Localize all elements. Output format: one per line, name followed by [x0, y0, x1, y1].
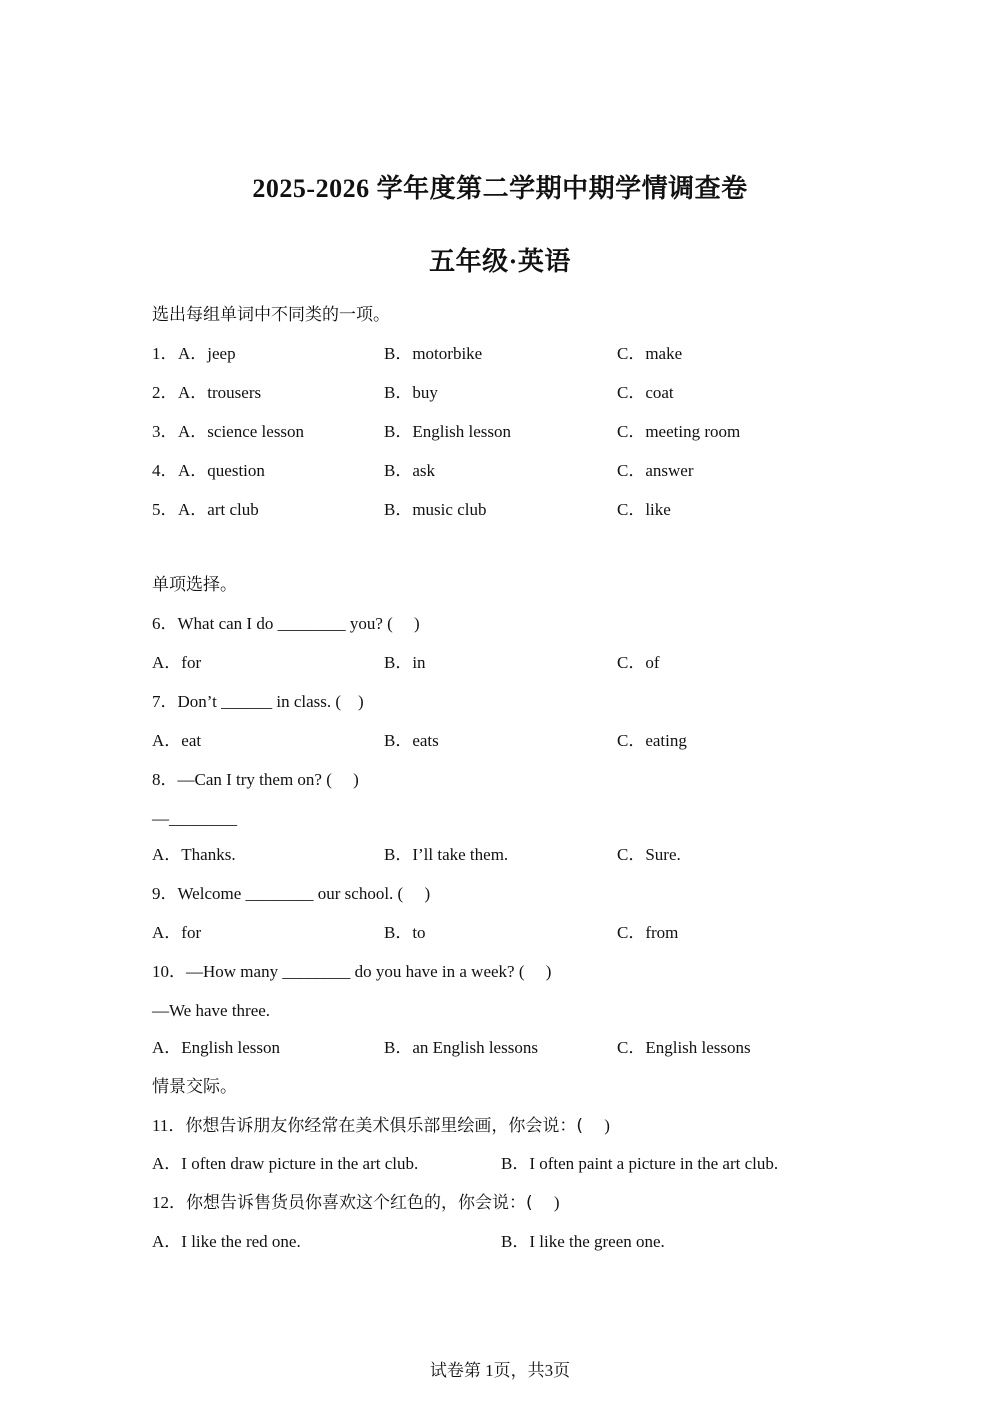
option-c: C．English lessons	[617, 1038, 751, 1057]
question-10-reply: —We have three.	[152, 1001, 271, 1020]
question-11-stem	[152, 1116, 610, 1136]
option-c: C．answer	[617, 461, 694, 480]
page-title: 2025-2026 学年度第二学期中期学情调查卷	[252, 174, 748, 203]
option-a: A．science lesson	[178, 422, 305, 441]
option-b: B．to	[384, 923, 426, 942]
section-heading-2: 单项选择。	[152, 575, 237, 595]
option-a: A．trousers	[178, 383, 262, 402]
question-number: 11．	[152, 1116, 186, 1135]
question-8-stem: 8．—Can I try them on? ( )	[152, 770, 359, 789]
option-b: B．music club	[384, 500, 487, 519]
question-number: 3．	[152, 422, 178, 441]
option-a: A．question	[178, 461, 265, 480]
option-c: C．meeting room	[617, 422, 741, 441]
question-12-stem	[152, 1193, 560, 1213]
question-number: 4．	[152, 461, 178, 480]
option-c: C．of	[617, 653, 660, 672]
question-10-stem: 10．—How many ________ do you have in a week? ( )	[152, 962, 552, 981]
question-9-stem: 9．Welcome ________ our school. ( )	[152, 884, 431, 903]
option-c: C．make	[617, 344, 683, 363]
section-heading-1: 选出每组单词中不同类的一项。	[152, 305, 390, 325]
answer-bracket: )	[583, 1116, 610, 1135]
question-6-stem: 6．What can I do ________ you? ( )	[152, 614, 420, 633]
question-text: 你想告诉朋友你经常在美术俱乐部里绘画，你会说：(	[185, 1116, 584, 1136]
option-a: A．eat	[152, 731, 202, 750]
question-number: 1．	[152, 344, 178, 363]
question-text: 你想告诉售货员你喜欢这个红色的，你会说：(	[186, 1193, 533, 1213]
option-b: B．English lesson	[384, 422, 512, 441]
option-b: B．I’ll take them.	[384, 845, 509, 864]
option-a: A．for	[152, 923, 202, 942]
question-number: 5．	[152, 500, 178, 519]
option-b: B．motorbike	[384, 344, 483, 363]
option-b: B．eats	[384, 731, 439, 750]
option-a: A．Thanks.	[152, 845, 236, 864]
option-a: A．I like the red one.	[152, 1232, 301, 1251]
question-number: 12．	[152, 1193, 186, 1212]
option-b: B．I like the green one.	[501, 1232, 665, 1251]
option-a: A．for	[152, 653, 202, 672]
option-c: C．Sure.	[617, 845, 681, 864]
option-b: B．I often paint a picture in the art club.	[501, 1154, 779, 1173]
option-a: A．I often draw picture in the art club.	[152, 1154, 419, 1173]
question-7-stem: 7．Don’t ______ in class. ( )	[152, 692, 364, 711]
option-b: B．an English lessons	[384, 1038, 538, 1057]
answer-bracket: )	[532, 1193, 560, 1212]
option-a: A．jeep	[178, 344, 236, 363]
question-8-reply: —________	[152, 809, 237, 828]
option-c: C．from	[617, 923, 679, 942]
question-number: 2．	[152, 383, 178, 402]
option-c: C．like	[617, 500, 671, 519]
page-footer: 试卷第 1页，共3页	[429, 1361, 571, 1380]
option-b: B．ask	[384, 461, 435, 480]
section-heading-3: 情景交际。	[152, 1077, 237, 1097]
option-b: B．buy	[384, 383, 438, 402]
option-a: A．art club	[178, 500, 259, 519]
option-c: C．eating	[617, 731, 687, 750]
page-subtitle: 五年级·英语	[429, 247, 571, 276]
option-a: A．English lesson	[152, 1038, 280, 1057]
option-c: C．coat	[617, 383, 674, 402]
option-b: B．in	[384, 653, 426, 672]
